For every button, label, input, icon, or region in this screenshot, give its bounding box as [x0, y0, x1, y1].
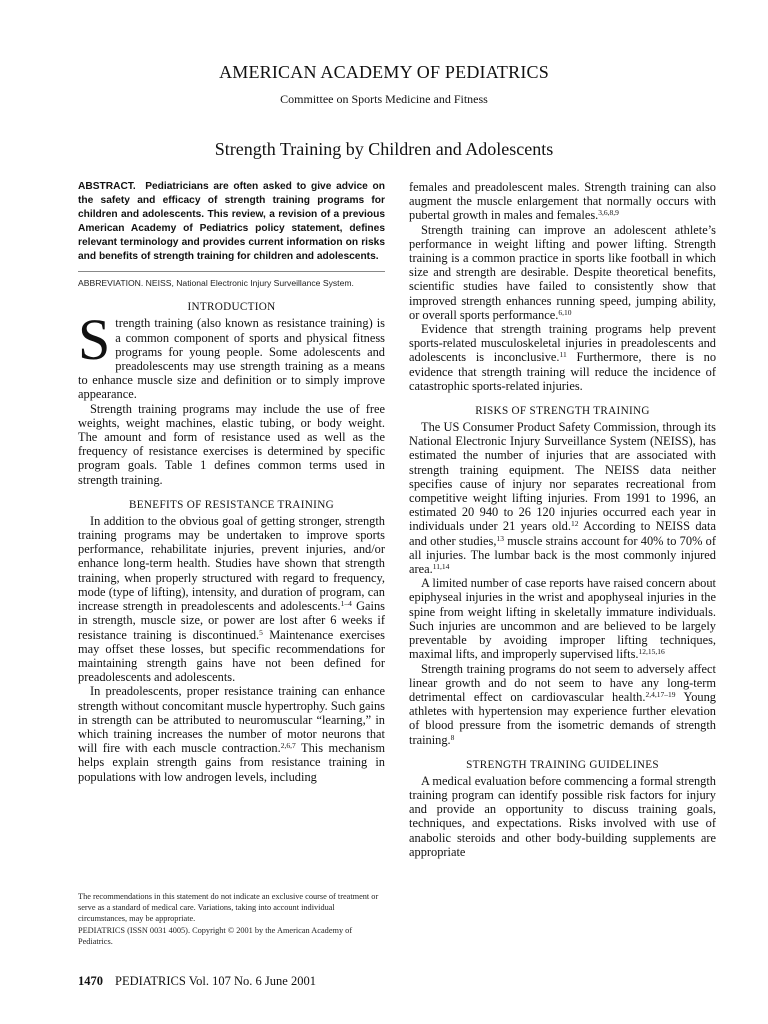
footnote — [78, 891, 385, 947]
drop-cap: S — [78, 307, 111, 373]
introduction-paragraph-2: Strength training programs may include the use of free weights, weight machines, elastic tubing, or body weight. The amount and form of resistance used as well as the frequency of resistance exercises is determined by specific program goals. Table 1 defines common terms used in strength training. — [78, 401, 385, 487]
left-column — [78, 180, 385, 784]
footnote-recommendations: The recommendations in this statement do not indicate an exclusive course of treatment or serve as a standard of medical care. Variations, taking into account individual circumstances, may be appropriate. — [78, 892, 379, 924]
risks-heading: RISKS OF STRENGTH TRAINING — [475, 405, 650, 418]
risks-paragraph-1: The US Consumer Product Safety Commission, through its National Electronic Injury Surveillance System (NEISS), has estimated the number of injuries that are associated with strength training equipment. The NEISS data neither specifies cause of injury nor separates recreational from competitive weight lifting injuries. From 1991 to 1996, an estimated 20 940 to 26 120 injuries occurred each year in individuals under 21 years old.$^{12}$ According to NEISS data and other studies,$^{13}$ muscle strains account for 40% to 70% of all injuries. The lumbar back is the most commonly injured area.$^{11,14}$ — [409, 420, 716, 577]
abstract-text: Pediatricians are often asked to give advice on the safety and efficacy of strength training programs for children and adolescents. This review, a revision of a previous American Academy of Pediatrics policy statement, defines relevant terminology and provides current information on risks and benefits of strength training for children and adolescents. — [78, 181, 385, 262]
organization-name: AMERICAN ACADEMY OF PEDIATRICS — [219, 62, 549, 82]
journal-citation: PEDIATRICS Vol. 107 No. 6 June 2001 — [115, 974, 316, 988]
abstract — [78, 180, 385, 263]
benefits-paragraph-5: Evidence that strength training programs help prevent sports-related musculoskeletal injuries in preadolescents and adolescents is inconclusive.$^{11}$ Furthermore, there is no evidence that strength training will reduce the incidence of catastrophic sports-related injuries. — [409, 322, 717, 393]
introduction-paragraph-1: Strength training (also known as resistance training) is a common component of sports and physical fitness programs for young people. Some adolescents and preadolescents may use strength training as a means to enhance muscle size and definition or to simply improve appearance. — [78, 307, 385, 402]
introduction-heading: INTRODUCTION — [187, 301, 276, 314]
guidelines-heading: STRENGTH TRAINING GUIDELINES — [466, 758, 659, 771]
article-title: Strength Training by Children and Adolescents — [214, 139, 554, 159]
page-number: 1470 — [78, 974, 103, 988]
benefits-paragraph-4: Strength training can improve an adolescent athlete’s performance in weight lifting and power lifting. Strength training is a common practice in sports like football in which size and strength are desirable. Despite theoretical benefits, scientific studies have failed to consistently show that improved strength enhances running speed, jumping ability, or overall sports performance.$^{6,10}$ — [409, 222, 716, 322]
benefits-paragraph-1: In addition to the obvious goal of getting stronger, strength training programs may be undertaken to improve sports performance, rehabilitate injuries, prevent injuries, and/or enhance long-term health. Studies have shown that strength training, when properly structured with regard to frequency, mode (type of lifting), intensity, and duration of program, can increase strength in preadolescents and adolescents.$^{1-4}$ Gains in strength, muscle size, or power are lost after 6 weeks if resistance training is discontinued.$^5$ Maintenance exercises may offset these losses, but specific recommendations for maintaining strength gains have not been defined for preadolescents and adolescents. — [78, 513, 385, 685]
divider — [78, 271, 385, 272]
risks-paragraph-2: A limited number of case reports have raised concern about epiphyseal injuries in the wrist and apophyseal injuries in the spine from weight lifting in skeletally immature individuals. Such injuries are uncommon and are believed to be largely preventable by avoiding improper lifting techniques, maximal lifts, and improperly supervised lifts.$^{12,15,16}$ — [409, 576, 716, 662]
risks-paragraph-3: Strength training programs do not seem to adversely affect linear growth and do not seem to have any long-term detrimental effect on cardiovascular health.$^{2,4,17-19}$ Young athletes with hypertension may experience further elevation of blood pressure from the isometric demands of strength training.$^8$ — [409, 661, 716, 747]
abstract-label: ABSTRACT. — [78, 181, 136, 192]
benefits-paragraph-2: In preadolescents, proper resistance training can enhance strength without concomitant muscle hypertrophy. Such gains in strength can be attributed to neuromuscular “learning,” in which training increases the number of motor neurons that will fire with each muscle contraction.$^{2,6,7}$ This mechanism helps explain strength gains from resistance training in populations with low androgen levels, including — [78, 684, 385, 784]
benefits-paragraph-3: females and preadolescent males. Strength training can also augment the muscle enlargement that normally occurs with pubertal growth in males and females.$^{3,6,8,9}$ — [409, 180, 716, 223]
benefits-heading: BENEFITS OF RESISTANCE TRAINING — [129, 498, 334, 511]
footnote-copyright: PEDIATRICS (ISSN 0031 4005). Copyright © 2001 by the American Academy of Pediatrics. — [78, 925, 353, 946]
guidelines-paragraph-1: A medical evaluation before commencing a formal strength training program can identify possible risk factors for injury and provide an opportunity to discuss training goals, techniques, and expectations. Risks involved with use of anabolic steroids and other body-building supplements are appropriate — [409, 773, 716, 859]
right-column — [409, 180, 716, 859]
page-footer — [78, 974, 316, 989]
committee-name: Committee on Sports Medicine and Fitness — [280, 92, 488, 106]
abbreviation-note: ABBREVIATION. NEISS, National Electronic Injury Surveillance System. — [78, 278, 354, 289]
